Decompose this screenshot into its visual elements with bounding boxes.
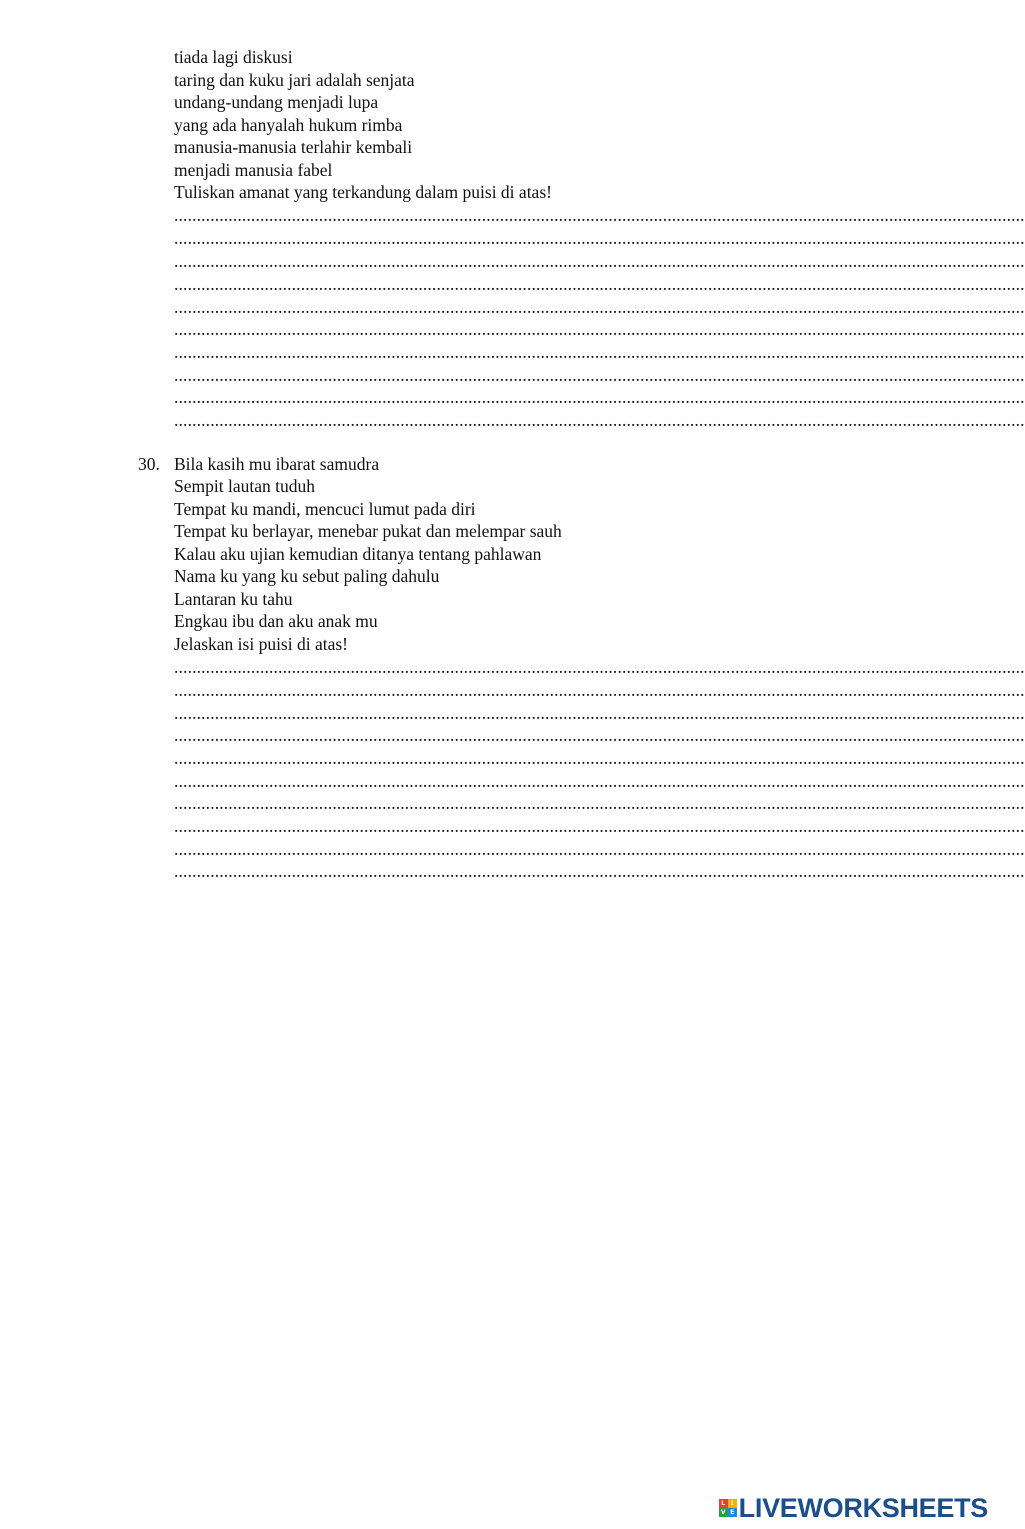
question29-prompt: Tuliskan amanat yang terkandung dalam puisi di atas! bbox=[174, 182, 552, 202]
answer-line[interactable]: ............................................................................................................................................................................................ bbox=[174, 657, 1025, 677]
logo-mark-letter: E bbox=[728, 1508, 737, 1517]
answer-line[interactable]: ............................................................................................................................................................................................ bbox=[174, 703, 1025, 723]
answer-line[interactable]: ............................................................................................................................................................................................ bbox=[174, 793, 1025, 813]
poem2-line: Tempat ku mandi, mencuci lumut pada diri bbox=[174, 499, 476, 519]
answer-line[interactable]: ............................................................................................................................................................................................ bbox=[174, 297, 1025, 317]
logo-mark-letter: I bbox=[728, 1499, 737, 1508]
poem2-line: Engkau ibu dan aku anak mu bbox=[174, 611, 378, 631]
logo-mark-letter: V bbox=[719, 1508, 728, 1517]
answer-line[interactable]: ............................................................................................................................................................................................ bbox=[174, 228, 1025, 248]
poem2-line: Bila kasih mu ibarat samudra bbox=[174, 454, 380, 474]
answer-line[interactable]: ............................................................................................................................................................................................ bbox=[174, 251, 1025, 271]
liveworksheets-logo-icon bbox=[719, 1499, 737, 1517]
logo-text: LIVEWORKSHEETS bbox=[738, 1492, 988, 1523]
poem1-line: manusia-manusia terlahir kembali bbox=[174, 137, 413, 157]
answer-line[interactable]: ............................................................................................................................................................................................ bbox=[174, 387, 1025, 407]
poem2-line: Sempit lautan tuduh bbox=[174, 476, 315, 496]
liveworksheets-logo[interactable] bbox=[719, 1493, 988, 1523]
answer-line[interactable]: ............................................................................................................................................................................................ bbox=[174, 319, 1025, 339]
answer-line[interactable]: ............................................................................................................................................................................................ bbox=[174, 342, 1025, 362]
poem2-line: Tempat ku berlayar, menebar pukat dan melempar sauh bbox=[174, 521, 562, 541]
poem1-line: tiada lagi diskusi bbox=[174, 47, 293, 67]
answer-line[interactable]: ............................................................................................................................................................................................ bbox=[174, 861, 1025, 881]
answer-line[interactable]: ............................................................................................................................................................................................ bbox=[174, 839, 1025, 859]
poem2-line: Nama ku yang ku sebut paling dahulu bbox=[174, 566, 440, 586]
question30-prompt: Jelaskan isi puisi di atas! bbox=[174, 634, 349, 654]
poem1-line: menjadi manusia fabel bbox=[174, 160, 333, 180]
answer-line[interactable]: ............................................................................................................................................................................................ bbox=[174, 410, 1025, 430]
question-number: 30. bbox=[138, 454, 160, 474]
poem2-line: Kalau aku ujian kemudian ditanya tentang pahlawan bbox=[174, 544, 542, 564]
answer-line[interactable]: ............................................................................................................................................................................................ bbox=[174, 680, 1025, 700]
answer-line[interactable]: ............................................................................................................................................................................................ bbox=[174, 205, 1025, 225]
poem1-line: taring dan kuku jari adalah senjata bbox=[174, 70, 415, 90]
answer-line[interactable]: ............................................................................................................................................................................................ bbox=[174, 748, 1025, 768]
logo-mark-letter: L bbox=[719, 1499, 728, 1508]
answer-line[interactable]: ............................................................................................................................................................................................ bbox=[174, 365, 1025, 385]
answer-line[interactable]: ............................................................................................................................................................................................ bbox=[174, 771, 1025, 791]
answer-line[interactable]: ............................................................................................................................................................................................ bbox=[174, 816, 1025, 836]
poem1-line: yang ada hanyalah hukum rimba bbox=[174, 115, 403, 135]
poem1-line: undang-undang menjadi lupa bbox=[174, 92, 379, 112]
poem2-line: Lantaran ku tahu bbox=[174, 589, 293, 609]
answer-line[interactable]: ............................................................................................................................................................................................ bbox=[174, 274, 1025, 294]
answer-line[interactable]: ............................................................................................................................................................................................ bbox=[174, 725, 1025, 745]
